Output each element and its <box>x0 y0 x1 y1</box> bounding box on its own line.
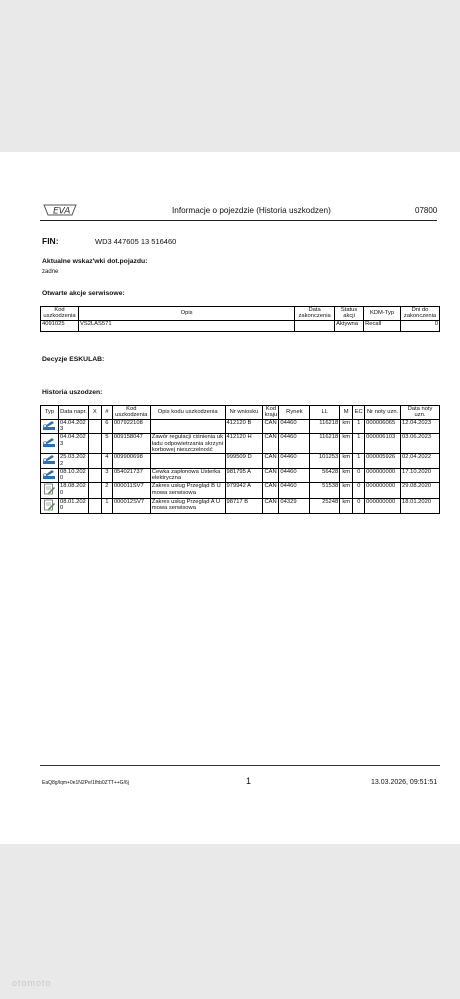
cell-kod: 000012SV7 <box>112 498 150 513</box>
cell-ec: 0 <box>353 483 365 498</box>
column-header: M <box>340 406 353 420</box>
cell-kod: 009900698 <box>112 454 150 468</box>
table-row <box>41 419 440 433</box>
cell-wniosek: 981795 A <box>225 468 263 482</box>
table-row <box>41 454 440 468</box>
cell-opis <box>150 419 225 433</box>
cell-ec: 0 <box>353 468 365 482</box>
cell-rynek: 04460 <box>279 454 310 468</box>
cell-opis: Zakres usług Przegląd A Umowa serwisowa <box>150 498 225 513</box>
cell-x <box>88 468 101 482</box>
open-actions-table <box>40 306 440 332</box>
cell-rynek: 04460 <box>279 419 310 433</box>
fin-value: WD3 447605 13 516460 <box>95 237 177 246</box>
cell-kraj: CAN <box>263 468 279 482</box>
cell-nota: 000006103 <box>365 434 401 454</box>
wrench-icon <box>42 476 56 482</box>
column-header: Rynek <box>279 406 310 420</box>
footer-timestamp: 13.03.2026, 09:51:51 <box>371 779 438 786</box>
cell-opis: Zakres usług Przegląd B Umowa serwisowa <box>150 483 225 498</box>
history-heading: Historia uszodzen: <box>42 389 103 396</box>
cell-opis: Cewka zapłonowa Usterka elektryczna <box>150 468 225 482</box>
column-header: Opis kodu uszkodzenia <box>150 406 225 420</box>
column-header: Kod uszkodzenia <box>41 307 79 321</box>
document-sheet <box>0 152 460 844</box>
cell-kraj: CAN <box>263 434 279 454</box>
cell-ll: 101253 <box>310 454 340 468</box>
eva-logo-icon <box>42 202 80 218</box>
eskulab-heading: Decyzje ESKULAB: <box>42 356 105 363</box>
cell-wniosek: 412120 H <box>225 434 263 454</box>
cell-m: km <box>340 483 353 498</box>
cell-typ <box>41 454 59 468</box>
cell-wniosek: 999509 D <box>225 454 263 468</box>
wrench-icon <box>42 461 56 467</box>
cell-wniosek: 412120 B <box>225 419 263 433</box>
svg-text:EVA: EVA <box>53 206 71 217</box>
cell-m: km <box>340 468 353 482</box>
cell-m: km <box>340 419 353 433</box>
cell-data-noty: 29.08.2020 <box>401 483 440 498</box>
cell-nota: 000000000 <box>365 498 401 513</box>
cell-n: 2 <box>101 483 112 498</box>
cell-n: 6 <box>101 419 112 433</box>
cell-opis <box>150 454 225 468</box>
cell-x <box>88 419 101 433</box>
cell-ec: 0 <box>353 498 365 513</box>
footer-code: EaQ8g/lqm+0e1N2Pe/1fhb0ZTT++G/6j <box>42 780 129 786</box>
cell-kod: 4091025 <box>41 320 79 331</box>
cell-typ <box>41 498 59 513</box>
cell-x <box>88 498 101 513</box>
cell-data: 18.08.2020 <box>58 483 88 498</box>
document-number: 07800 <box>415 206 438 215</box>
cell-n: 5 <box>101 434 112 454</box>
cell-m: km <box>340 454 353 468</box>
cell-ll: 51538 <box>310 483 340 498</box>
table-row <box>41 483 440 498</box>
cell-x <box>88 483 101 498</box>
open-actions-heading: Otwarte akcje serwisowe: <box>42 290 125 297</box>
cell-kraj: CAN <box>263 498 279 513</box>
column-header: Typ <box>41 406 59 420</box>
column-header: Data noty uzn. <box>401 406 440 420</box>
cell-opis: VS2LAS571 <box>78 320 294 331</box>
cell-data: 08.10.2020 <box>58 468 88 482</box>
table-header-row <box>41 406 440 420</box>
service-doc-icon <box>43 491 55 497</box>
cell-data-noty: 17.10.2020 <box>401 468 440 482</box>
footer-divider <box>40 765 440 766</box>
cell-m: km <box>340 498 353 513</box>
history-table <box>40 405 440 514</box>
cell-status: Aktywna <box>335 320 364 331</box>
cell-opis: Zawór regulacji ciśnienia układu odpowietrzania skrzyni korbowej nieszczelność <box>150 434 225 454</box>
column-header: Status akcji <box>335 307 364 321</box>
cell-n: 4 <box>101 454 112 468</box>
cell-ec: 1 <box>353 454 365 468</box>
cell-nota: 000006065 <box>365 419 401 433</box>
cell-ll: 116218 <box>310 419 340 433</box>
column-header: Nr noty uzn. <box>365 406 401 420</box>
table-row <box>41 468 440 482</box>
cell-data-noty: 12.04.2023 <box>401 419 440 433</box>
cell-n: 3 <box>101 468 112 482</box>
cell-typ <box>41 468 59 482</box>
column-header: Opis <box>78 307 294 321</box>
column-header: EC <box>353 406 365 420</box>
cell-ll: 56428 <box>310 468 340 482</box>
cell-nota: 000000000 <box>365 468 401 482</box>
cell-kraj: CAN <box>263 454 279 468</box>
cell-ec: 1 <box>353 419 365 433</box>
service-doc-icon <box>43 507 55 513</box>
column-header: KDM-Typ <box>364 307 401 321</box>
cell-typ <box>41 434 59 454</box>
column-header: Data napr. <box>58 406 88 420</box>
cell-rynek: 04460 <box>279 468 310 482</box>
cell-ll: 116218 <box>310 434 340 454</box>
cell-kod: 007922108 <box>112 419 150 433</box>
cell-data: 08.01.2020 <box>58 498 88 513</box>
document-title: Informacje o pojezdzie (Historia uszkodzen) <box>172 206 331 215</box>
cell-nota: 000000000 <box>365 483 401 498</box>
wrench-icon <box>42 444 56 450</box>
column-header: Data zakonczenia <box>295 307 335 321</box>
cell-data <box>295 320 335 331</box>
cell-data-noty: 03.06.2023 <box>401 434 440 454</box>
header-divider <box>40 220 437 221</box>
cell-kraj: CAN <box>263 483 279 498</box>
watermark: otomoto <box>12 978 52 988</box>
table-header-row <box>41 307 440 321</box>
column-header: LL <box>310 406 340 420</box>
cell-nota: 000005926 <box>365 454 401 468</box>
fin-label: FIN: <box>42 236 59 246</box>
page-number: 1 <box>246 776 252 786</box>
cell-wniosek: 979942 A <box>225 483 263 498</box>
cell-data-noty: 18.01.2020 <box>401 498 440 513</box>
cell-dni: 0 <box>400 320 439 331</box>
cell-rynek: 04329 <box>279 498 310 513</box>
vehicle-hints-value: zadne <box>42 269 59 275</box>
cell-rynek: 04460 <box>279 434 310 454</box>
cell-typ <box>41 483 59 498</box>
cell-typ <box>41 419 59 433</box>
table-row <box>41 498 440 513</box>
cell-data: 04.04.2023 <box>58 434 88 454</box>
cell-kod: 009158047 <box>112 434 150 454</box>
table-row <box>41 434 440 454</box>
column-header: Kod kraju <box>264 406 278 419</box>
cell-x <box>88 434 101 454</box>
table-row <box>41 320 440 331</box>
column-header: # <box>101 406 112 420</box>
vehicle-hints-heading: Aktualne wskaz'wki dot.pojazdu: <box>42 258 148 265</box>
cell-wniosek: 98717 B <box>225 498 263 513</box>
wrench-icon <box>42 427 56 433</box>
cell-n: 1 <box>101 498 112 513</box>
cell-x <box>88 454 101 468</box>
cell-rynek: 04460 <box>279 483 310 498</box>
column-header: X <box>88 406 101 420</box>
cell-kdm: Recall <box>364 320 401 331</box>
column-header: Dni do zakonczenia <box>400 307 439 321</box>
cell-data: 25.03.2022 <box>58 454 88 468</box>
cell-data-noty: 02.04.2022 <box>401 454 440 468</box>
cell-ll: 25248 <box>310 498 340 513</box>
cell-m: km <box>340 434 353 454</box>
cell-kod: 054021737 <box>112 468 150 482</box>
column-header: Kod uszkodzenia <box>112 406 150 420</box>
column-header: Nr wniosku <box>225 406 263 420</box>
cell-kod: 000011SV7 <box>112 483 150 498</box>
cell-kraj: CAN <box>263 419 279 433</box>
cell-ec: 1 <box>353 434 365 454</box>
cell-data: 04.04.2023 <box>58 419 88 433</box>
